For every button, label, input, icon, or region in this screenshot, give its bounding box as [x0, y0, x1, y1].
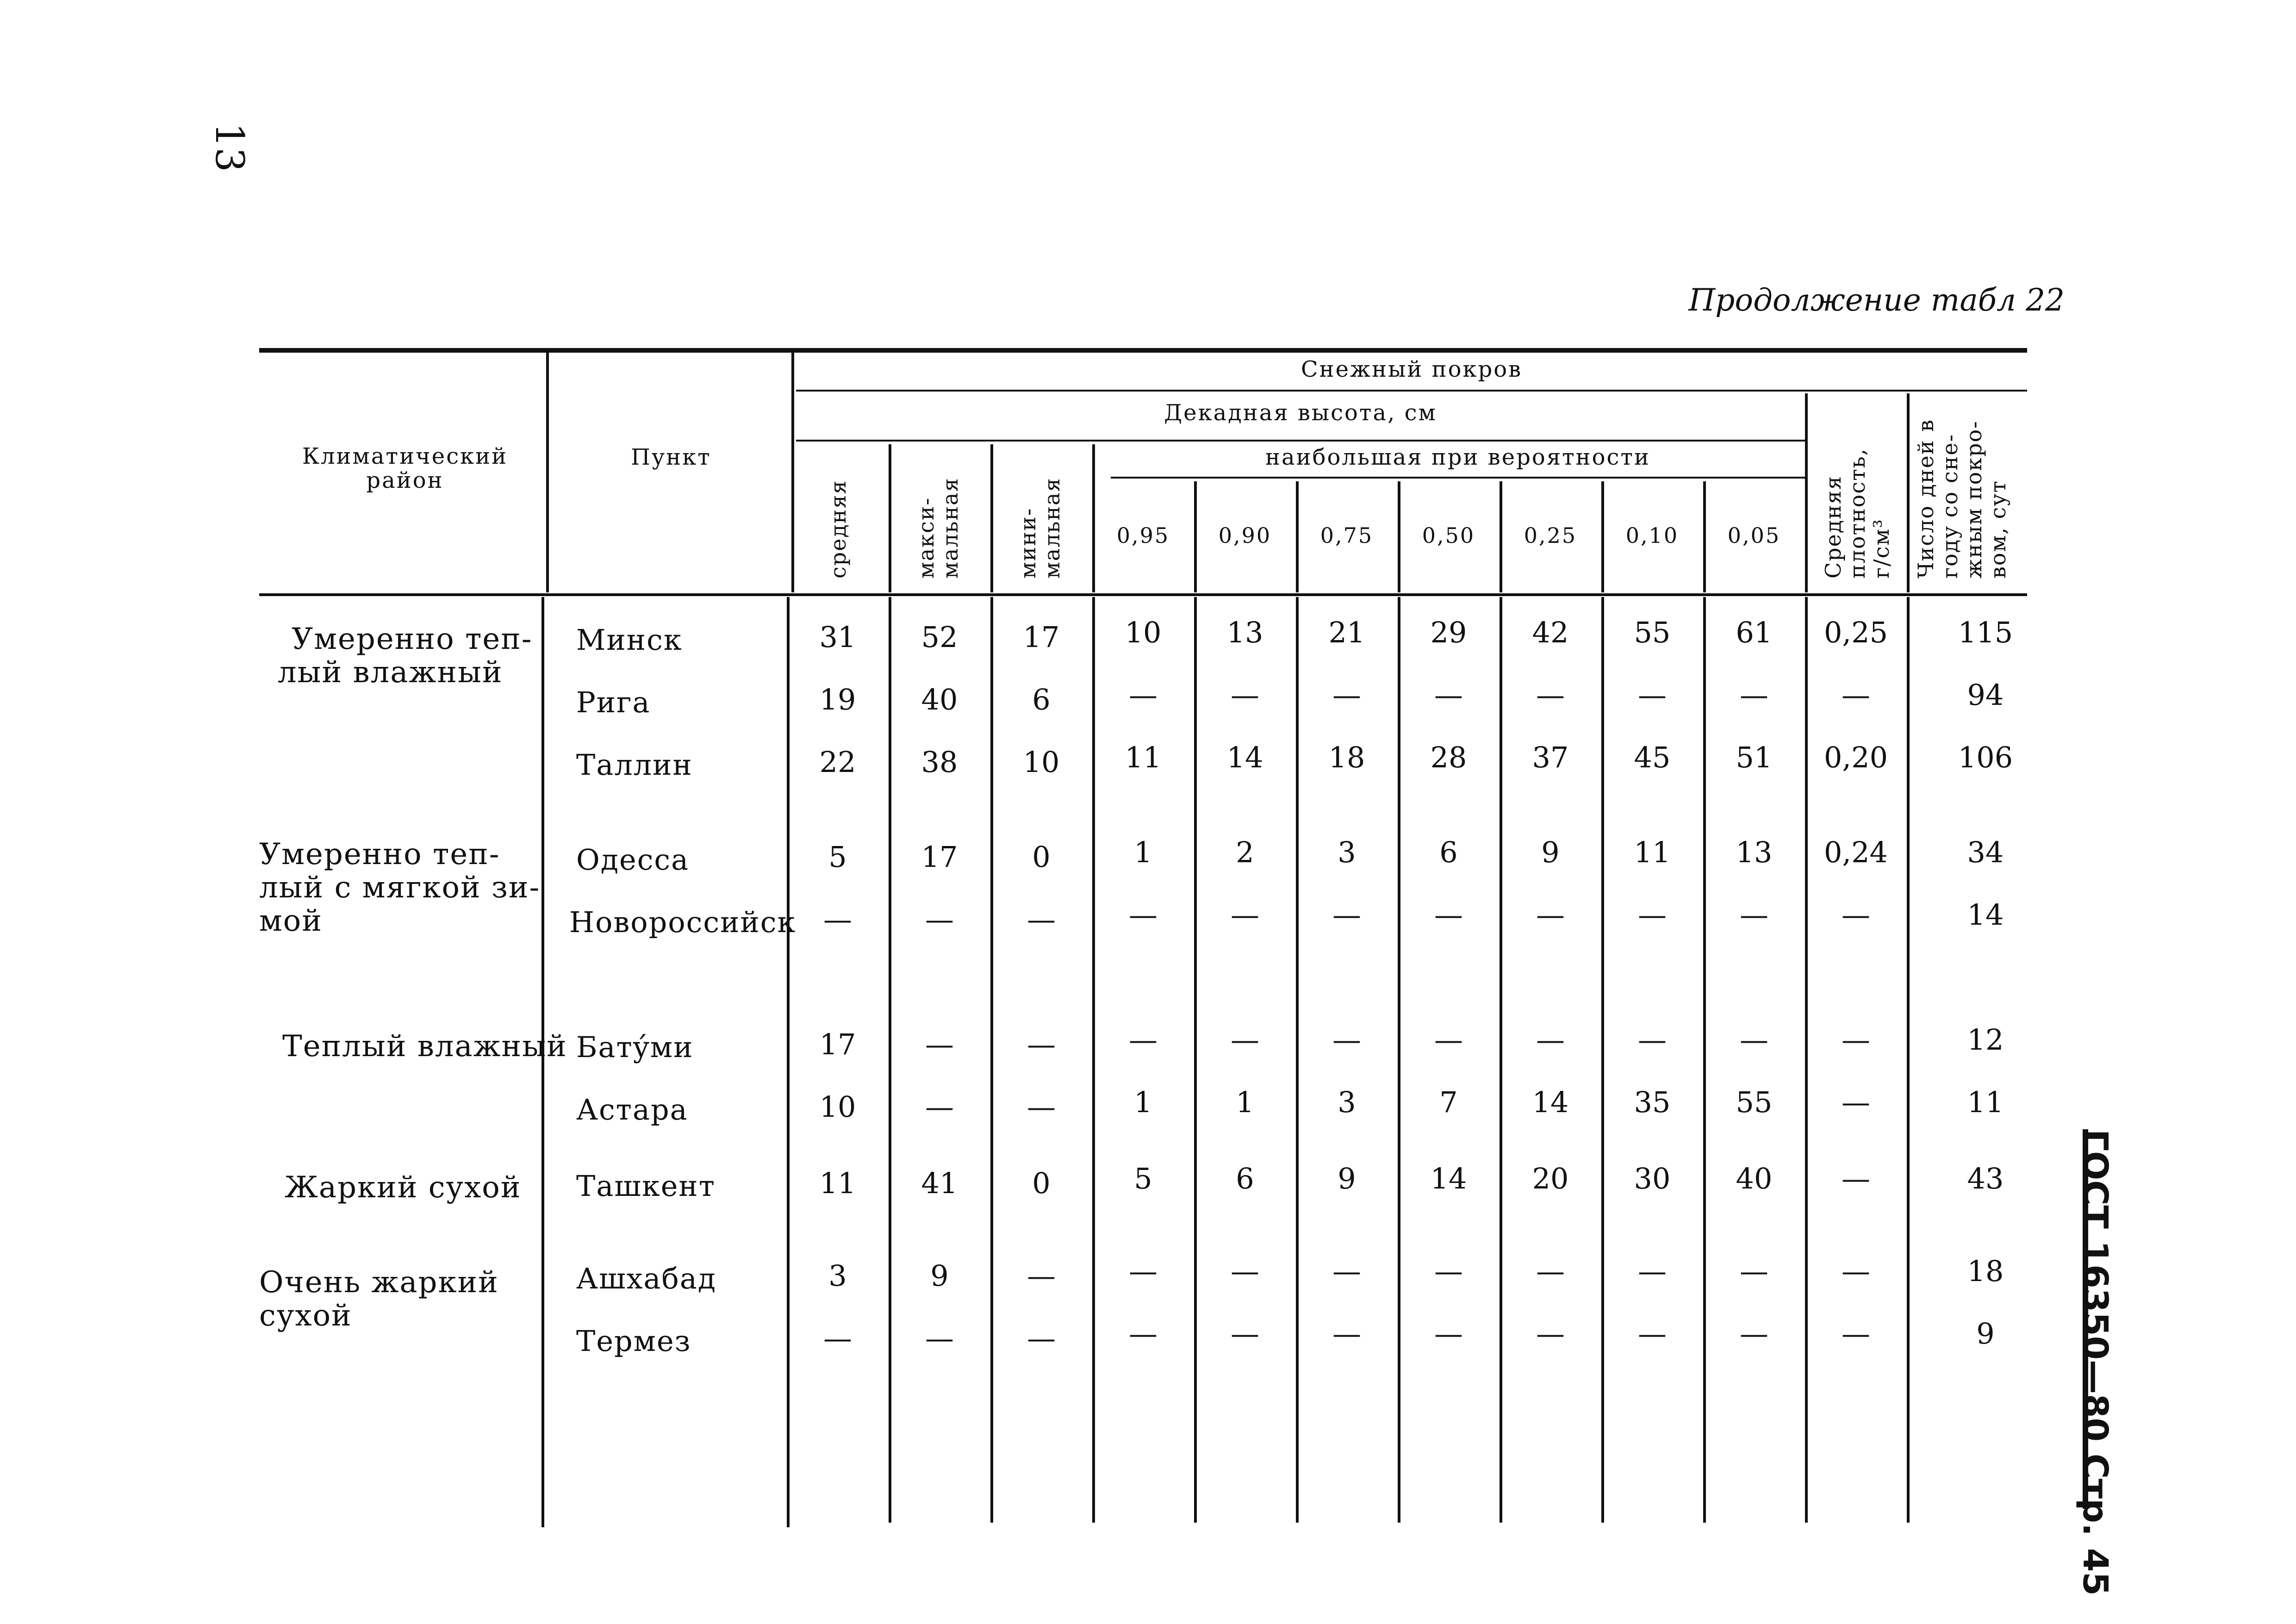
- table-cell: 45: [1634, 740, 1671, 774]
- table-cell: 3: [1338, 835, 1356, 869]
- table-cell: —: [1129, 1317, 1157, 1350]
- table-cell: —: [1434, 1254, 1463, 1288]
- table-row-point: Батýми: [576, 1030, 694, 1064]
- table-cell: 9: [1976, 1317, 1995, 1350]
- body-divider: [1092, 597, 1095, 1523]
- table-cell: 30: [1634, 1162, 1671, 1195]
- table-cell: 0,20: [1823, 740, 1888, 774]
- header-average-density: Средняя плотность, г/см³: [1821, 448, 1894, 579]
- table-cell: —: [823, 902, 852, 936]
- table-cell: —: [1231, 1317, 1259, 1350]
- body-divider: [1805, 597, 1808, 1523]
- table-cell: 9: [1338, 1162, 1356, 1195]
- table-cell: 13: [1226, 616, 1263, 649]
- table-cell: 18: [1967, 1254, 2004, 1288]
- table-cell: 41: [921, 1166, 958, 1200]
- table-row-point: Одесса: [576, 843, 690, 877]
- table-row-point: Ташкент: [576, 1169, 716, 1203]
- table-cell: 11: [1125, 740, 1162, 774]
- table-cell: —: [1842, 1085, 1870, 1119]
- header-divider: [990, 444, 993, 592]
- table-cell: 22: [819, 745, 856, 779]
- table-cell: —: [1536, 1254, 1565, 1288]
- table-cell: —: [1231, 678, 1259, 712]
- table-cell: 61: [1736, 616, 1773, 649]
- table-cell: 31: [819, 620, 856, 654]
- header-snow-days: Число дней в году со сне- жным покро- вом, сут: [1913, 419, 2010, 579]
- table-cell: 1: [1236, 1085, 1254, 1119]
- header-minimal: мини- мальная: [1015, 477, 1064, 579]
- table-cell: 5: [828, 840, 847, 874]
- table-cell: —: [1231, 1023, 1259, 1057]
- table-cell: —: [1027, 902, 1056, 936]
- header-prob-090: 0,90: [1218, 523, 1272, 548]
- table-cell: —: [1740, 678, 1768, 712]
- table-cell: 14: [1967, 898, 2004, 932]
- table-cell: 0,25: [1823, 616, 1888, 649]
- region-label: Умеренно теп- лый с мягкой зи- мой: [259, 837, 541, 938]
- table-cell: 1: [1134, 1085, 1152, 1119]
- table-cell: 1: [1134, 835, 1152, 869]
- header-prob-005: 0,05: [1727, 523, 1781, 548]
- table-cell: 18: [1328, 740, 1365, 774]
- table-cell: —: [1536, 898, 1565, 932]
- table-cell: —: [1536, 1317, 1565, 1350]
- table-cell: 10: [1023, 745, 1060, 779]
- table-cell: —: [925, 1090, 954, 1124]
- table-cell: —: [1027, 1090, 1056, 1124]
- decade-height-rule: [796, 440, 1805, 442]
- header-prob-095: 0,95: [1116, 523, 1170, 548]
- table-cell: —: [1842, 678, 1870, 712]
- table-cell: —: [1842, 1023, 1870, 1057]
- table-cell: 17: [819, 1027, 856, 1061]
- table-cell: 6: [1439, 835, 1458, 869]
- table-cell: —: [1740, 1254, 1768, 1288]
- table-cell: —: [1638, 678, 1667, 712]
- body-divider: [990, 597, 993, 1523]
- table-row-point: Астара: [576, 1093, 688, 1126]
- table-cell: —: [1638, 1254, 1667, 1288]
- header-divider: [546, 352, 549, 592]
- header-divider: [1092, 444, 1095, 592]
- header-average: средняя: [826, 479, 851, 579]
- table-cell: 3: [828, 1259, 847, 1293]
- table-cell: —: [1536, 678, 1565, 712]
- body-divider: [1601, 597, 1604, 1523]
- table-cell: —: [1434, 1023, 1463, 1057]
- table-cell: 11: [1967, 1085, 2004, 1119]
- table-cell: —: [1638, 1317, 1667, 1350]
- body-divider: [1500, 597, 1502, 1523]
- table-cell: 28: [1430, 740, 1467, 774]
- body-divider: [1194, 597, 1197, 1523]
- table-cell: 6: [1236, 1162, 1254, 1195]
- table-cell: —: [1332, 898, 1361, 932]
- table-cell: —: [1842, 898, 1870, 932]
- table-cell: 11: [819, 1166, 856, 1200]
- table-cell: —: [925, 1321, 954, 1355]
- table-cell: —: [1842, 1254, 1870, 1288]
- table-cell: 11: [1634, 835, 1671, 869]
- body-divider: [889, 597, 891, 1523]
- table-cell: 21: [1328, 616, 1365, 649]
- table-cell: —: [1129, 898, 1157, 932]
- table-cell: 19: [819, 683, 856, 716]
- table-cell: —: [1129, 678, 1157, 712]
- table-row-point: Термез: [576, 1324, 691, 1358]
- header-divider: [791, 352, 794, 592]
- table-cell: 0,24: [1823, 835, 1888, 869]
- table-cell: 10: [1125, 616, 1162, 649]
- table-continuation-caption: Продолжение табл 22: [1688, 282, 2065, 318]
- body-divider: [1398, 597, 1400, 1523]
- header-bottom-rule: [259, 593, 2027, 596]
- header-point: Пункт: [631, 444, 711, 470]
- table-cell: 12: [1967, 1023, 2004, 1057]
- header-divider: [889, 444, 891, 592]
- table-cell: —: [925, 902, 954, 936]
- table-cell: —: [925, 1027, 954, 1061]
- table-cell: —: [1434, 678, 1463, 712]
- table-cell: 51: [1736, 740, 1773, 774]
- snow-cover-rule: [796, 390, 2027, 392]
- table-top-rule: [259, 348, 2027, 353]
- table-cell: —: [1536, 1023, 1565, 1057]
- header-max-probability: наибольшая при вероятности: [1265, 444, 1650, 470]
- page-number: 13: [207, 123, 252, 172]
- table-cell: 29: [1430, 616, 1467, 649]
- table-cell: —: [1842, 1317, 1870, 1350]
- header-prob-025: 0,25: [1524, 523, 1577, 548]
- table-cell: 55: [1736, 1085, 1773, 1119]
- table-cell: 2: [1236, 835, 1254, 869]
- region-label: Жаркий сухой: [285, 1170, 522, 1205]
- header-climatic-region: Климатический район: [302, 443, 508, 493]
- table-row-point: Ашхабад: [576, 1262, 716, 1295]
- header-snow-cover: Снежный покров: [1300, 356, 1523, 382]
- table-cell: —: [1740, 1317, 1768, 1350]
- table-row-point: Новороссийск: [569, 905, 796, 939]
- table-cell: 5: [1134, 1162, 1152, 1195]
- table-cell: —: [1434, 898, 1463, 932]
- table-cell: —: [1027, 1321, 1056, 1355]
- table-cell: —: [1027, 1027, 1056, 1061]
- table-cell: —: [1434, 1317, 1463, 1350]
- table-cell: 0: [1032, 840, 1051, 874]
- header-prob-075: 0,75: [1320, 523, 1374, 548]
- table-cell: 10: [819, 1090, 856, 1124]
- body-divider: [1907, 597, 1910, 1523]
- table-cell: —: [1638, 898, 1667, 932]
- header-maximal: макси- мальная: [914, 477, 963, 579]
- table-cell: 52: [921, 620, 958, 654]
- table-cell: 13: [1736, 835, 1773, 869]
- table-cell: —: [1332, 1317, 1361, 1350]
- table-cell: —: [1740, 898, 1768, 932]
- header-divider: [1805, 393, 1808, 592]
- table-cell: 14: [1532, 1085, 1569, 1119]
- table-cell: 35: [1634, 1085, 1671, 1119]
- table-cell: 0: [1032, 1166, 1051, 1200]
- table-cell: 14: [1430, 1162, 1467, 1195]
- table-cell: 3: [1338, 1085, 1356, 1119]
- region-label: Умеренно теп- лый влажный: [278, 622, 533, 690]
- table-cell: —: [1740, 1023, 1768, 1057]
- table-cell: 115: [1958, 616, 2013, 649]
- gost-stamp: ГОСТ 16350—80 Стр. 45: [2075, 1129, 2115, 1596]
- table-cell: 14: [1226, 740, 1263, 774]
- header-decade-height: Декадная высота, см: [1164, 400, 1437, 426]
- table-cell: 55: [1634, 616, 1671, 649]
- table-cell: 40: [1736, 1162, 1773, 1195]
- table-cell: 20: [1532, 1162, 1569, 1195]
- table-cell: 6: [1032, 683, 1051, 716]
- header-prob-010: 0,10: [1625, 523, 1679, 548]
- table-row-point: Таллин: [576, 748, 693, 782]
- table-cell: 37: [1532, 740, 1569, 774]
- table-cell: —: [1638, 1023, 1667, 1057]
- table-row-point: Рига: [576, 685, 651, 719]
- table-cell: 40: [921, 683, 958, 716]
- table-cell: —: [1332, 678, 1361, 712]
- table-cell: 7: [1439, 1085, 1458, 1119]
- body-divider: [1296, 597, 1299, 1523]
- body-divider: [787, 597, 790, 1527]
- table-cell: 9: [930, 1259, 949, 1293]
- table-cell: 106: [1958, 740, 2013, 774]
- table-cell: —: [1231, 1254, 1259, 1288]
- table-cell: —: [1027, 1259, 1056, 1293]
- table-cell: —: [1129, 1023, 1157, 1057]
- probability-rule: [1111, 477, 1805, 479]
- body-divider: [1703, 597, 1706, 1523]
- table-cell: —: [1332, 1023, 1361, 1057]
- table-cell: 34: [1967, 835, 2004, 869]
- table-row-point: Минск: [576, 623, 683, 657]
- table-cell: —: [823, 1321, 852, 1355]
- table-cell: —: [1842, 1162, 1870, 1195]
- table-cell: 43: [1967, 1162, 2004, 1195]
- header-divider: [1907, 393, 1910, 592]
- table-cell: 17: [921, 840, 958, 874]
- table-cell: —: [1129, 1254, 1157, 1288]
- table-cell: 9: [1541, 835, 1560, 869]
- table-cell: —: [1332, 1254, 1361, 1288]
- table-cell: —: [1231, 898, 1259, 932]
- region-label: Теплый влажный: [282, 1029, 567, 1064]
- table-cell: 38: [921, 745, 958, 779]
- table-cell: 42: [1532, 616, 1569, 649]
- table-cell: 17: [1023, 620, 1060, 654]
- region-label: Очень жаркий сухой: [259, 1265, 499, 1333]
- header-prob-050: 0,50: [1422, 523, 1475, 548]
- table-cell: 94: [1967, 678, 2004, 712]
